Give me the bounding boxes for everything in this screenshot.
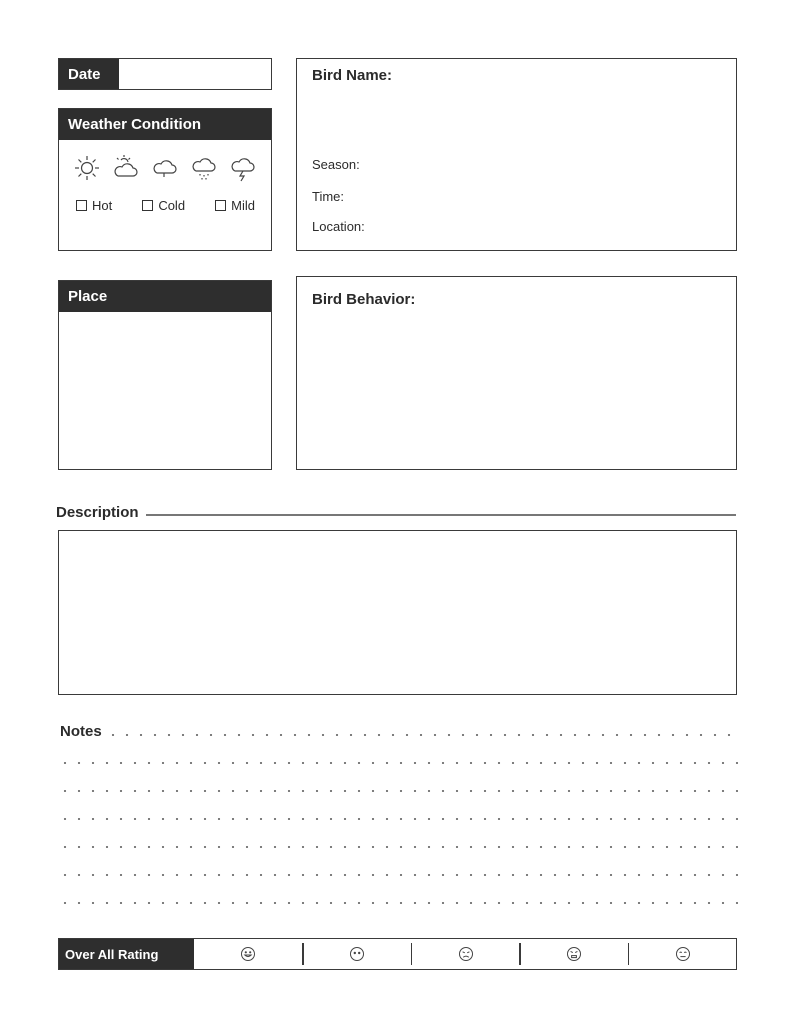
mild-label: Mild — [231, 198, 255, 213]
location-label: Location: — [312, 219, 365, 234]
place-panel[interactable] — [58, 280, 272, 470]
notes-line[interactable] — [58, 818, 738, 820]
weather-title: Weather Condition — [59, 109, 271, 140]
rating-bar — [58, 938, 737, 970]
bird-name-label: Bird Name: — [312, 67, 393, 84]
rating-neutral[interactable] — [304, 946, 411, 962]
description-rule — [146, 514, 736, 516]
cold-label: Cold — [158, 198, 186, 213]
bird-behavior-label: Bird Behavior: — [312, 291, 416, 308]
rating-label: Over All Rating — [59, 939, 194, 969]
bird-info-box[interactable] — [296, 58, 737, 251]
notes-line[interactable] — [58, 846, 738, 848]
date-field[interactable] — [58, 58, 272, 90]
angry-face-icon[interactable] — [566, 946, 582, 962]
checkbox-square[interactable] — [215, 200, 226, 211]
partly-cloudy-icon[interactable] — [112, 154, 140, 182]
rain-cloud-icon[interactable] — [190, 154, 218, 182]
sun-icon[interactable] — [73, 154, 101, 182]
very-sad-face-icon[interactable] — [675, 946, 691, 962]
rating-angry[interactable] — [521, 946, 628, 962]
date-label: Date — [59, 59, 119, 89]
description-label: Description — [56, 504, 139, 521]
notes-line[interactable] — [58, 790, 738, 792]
notes-line[interactable] — [106, 734, 738, 736]
cloud-icon[interactable] — [151, 154, 179, 182]
mild-checkbox[interactable] — [215, 198, 255, 213]
rating-very-sad[interactable] — [629, 946, 736, 962]
checkbox-square[interactable] — [76, 200, 87, 211]
notes-line[interactable] — [58, 762, 738, 764]
checkbox-square[interactable] — [142, 200, 153, 211]
description-box[interactable] — [58, 530, 737, 695]
weather-panel — [58, 108, 272, 251]
happy-face-icon[interactable] — [240, 946, 256, 962]
sad-face-icon[interactable] — [458, 946, 474, 962]
hot-checkbox[interactable] — [76, 198, 112, 213]
weather-options — [59, 182, 271, 213]
season-label: Season: — [312, 157, 360, 172]
neutral-face-icon[interactable] — [349, 946, 365, 962]
date-input[interactable] — [119, 59, 271, 89]
notes-label: Notes — [60, 723, 102, 740]
time-label: Time: — [312, 189, 345, 204]
bird-behavior-box[interactable] — [296, 276, 737, 470]
notes-line[interactable] — [58, 902, 738, 904]
storm-cloud-icon[interactable] — [229, 154, 257, 182]
weather-icons — [59, 140, 271, 182]
place-title: Place — [59, 281, 271, 312]
rating-sad[interactable] — [412, 946, 519, 962]
hot-label: Hot — [92, 198, 113, 213]
rating-happy[interactable] — [194, 946, 302, 962]
notes-line[interactable] — [58, 874, 738, 876]
cold-checkbox[interactable] — [142, 198, 185, 213]
